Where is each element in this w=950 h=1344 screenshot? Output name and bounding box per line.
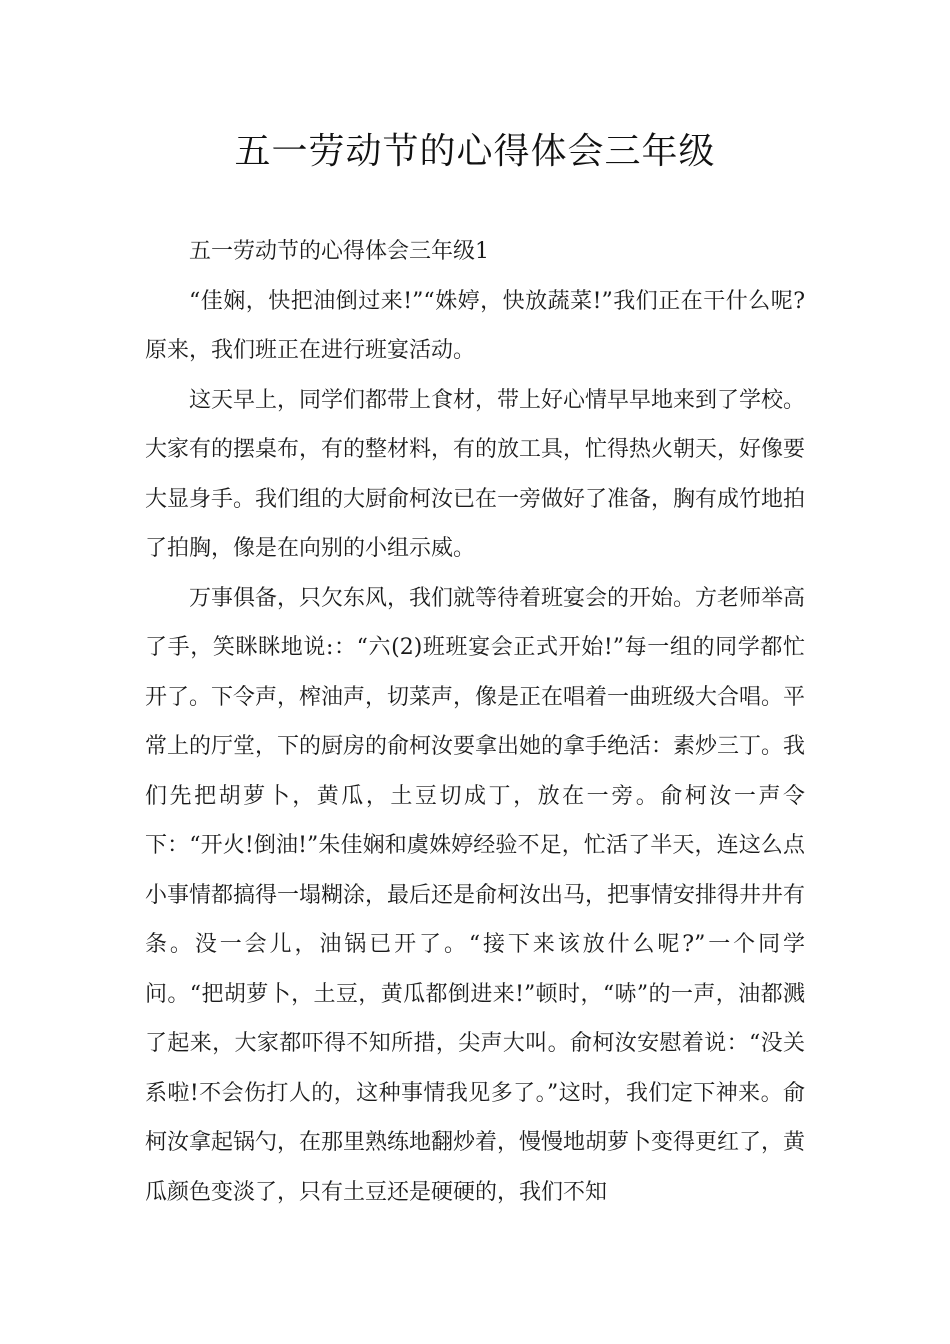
paragraph: “佳娴，快把油倒过来!”“姝婷，快放蔬菜!”我们正在干什么呢?原来，我们班正在进行班宴活动。 (145, 288, 805, 363)
paragraph: 万事俱备，只欠东风，我们就等待着班宴会的开始。方老师举高了手，笑眯眯地说:：“六(2)班班宴会正式开始!”每一组的同学都忙开了。下令声，榨油声，切菜声，像是正在唱着一曲班级大合唱。平常上的厅堂，下的厨房的俞柯汝要拿出她的拿手绝活：素炒三丁。我们先把胡萝卜，黄瓜，土豆切成丁，放在一旁。俞柯汝一声令下：“开火!倒油!”朱佳娴和虞姝婷经验不足，忙活了半天，连这么点小事情都搞得一塌糊涂，最后还是俞柯汝出马，把事情安排得井井有条。没一会儿，油锅已开了。“接下来该放什么呢?”一个同学问。“把胡萝卜，土豆，黄瓜都倒进来!”顿时，“哧”的一声，油都溅了起来，大家都吓得不知所措，尖声大叫。俞柯汝安慰着说：“没关系啦!不会伤打人的，这种事情我见多了。”这时，我们定下神来。俞柯汝拿起锅勺，在那里熟练地翻炒着，慢慢地胡萝卜变得更红了，黄瓜颜色变淡了，只有土豆还是硬硬的，我们不知 (145, 585, 806, 1205)
document-body (145, 227, 805, 1217)
document-title: 五一劳动节的心得体会三年级 (234, 131, 716, 172)
section-heading: 五一劳动节的心得体会三年级1 (189, 239, 489, 264)
paragraph: 这天早上，同学们都带上食材，带上好心情早早地来到了学校。大家有的摆桌布，有的整材料，有的放工具，忙得热火朝天，好像要大显身手。我们组的大厨俞柯汝已在一旁做好了准备，胸有成竹地拍了拍胸，像是在向别的小组示威。 (145, 387, 806, 561)
